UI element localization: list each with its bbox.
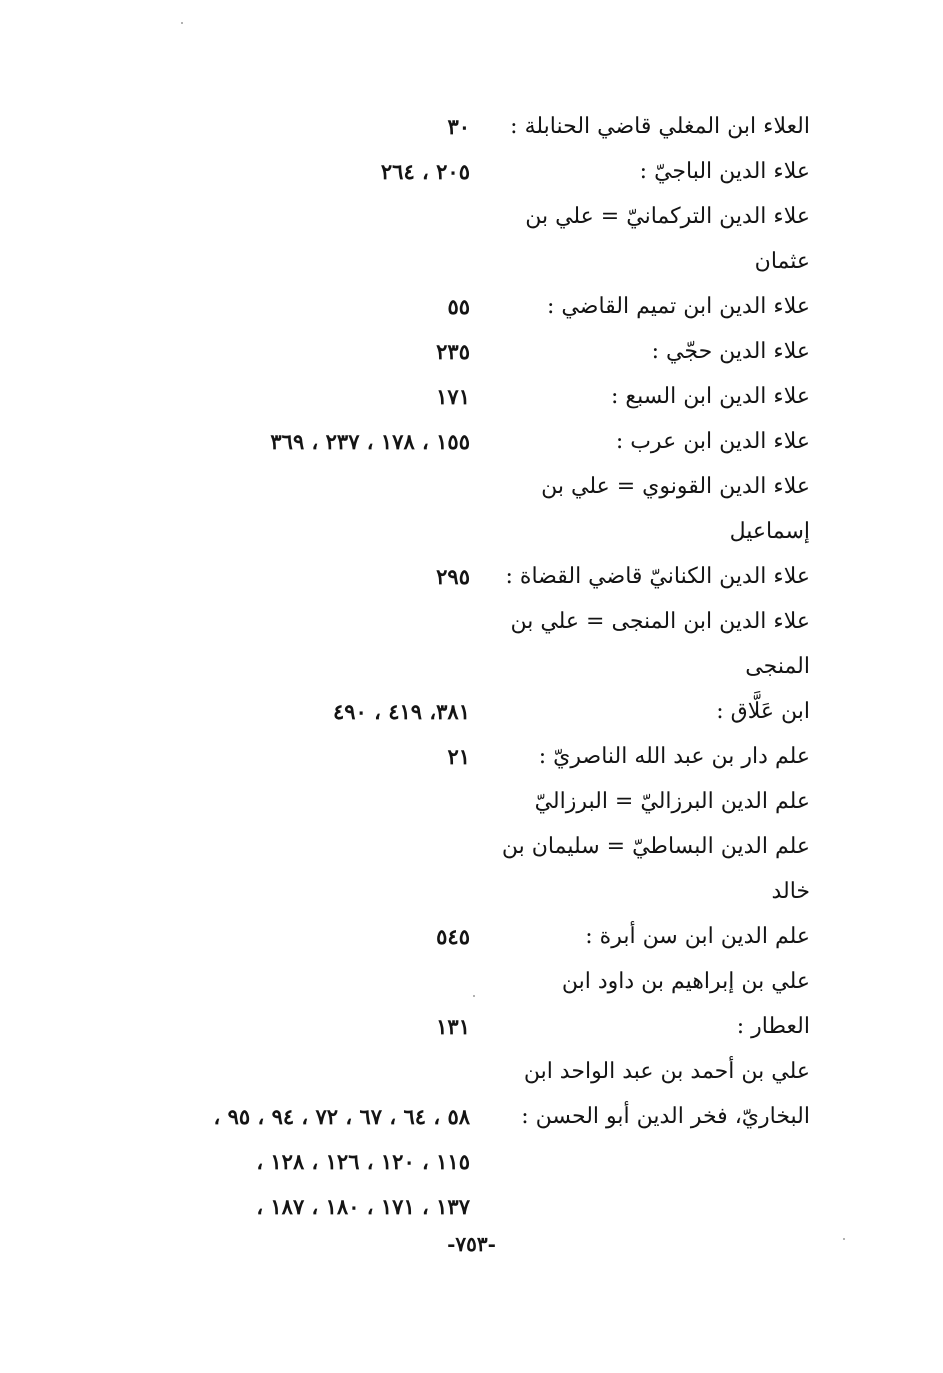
entry-page-references [140, 959, 470, 1049]
entry-name [490, 149, 810, 194]
page-number: -٧٥٣- [447, 1232, 496, 1256]
entry-name-line: علاء الدين القونوي = علي بن [541, 474, 810, 499]
entry-name-line: علم الدين ابن سن أبرة : [585, 924, 810, 949]
entry-name [490, 554, 810, 599]
entry-page-line [140, 1049, 470, 1094]
index-entry [140, 689, 810, 734]
entry-page-references [140, 734, 470, 779]
index-entry [140, 284, 810, 329]
entry-page-line [140, 959, 470, 1004]
entry-page-references [140, 914, 470, 959]
index-entries-list [140, 104, 810, 1229]
entry-name-line: علم الدين البرزاليّ = البرزاليّ [534, 789, 810, 814]
entry-name-line: البخاريّ، فخر الدين أبو الحسن : [521, 1104, 810, 1129]
entry-name-line: علاء الدين حجّي : [651, 339, 810, 364]
entry-page-references [140, 104, 470, 149]
entry-page-line: ٢٠٥ ، ٢٦٤ [380, 159, 470, 184]
entry-page-line: ١٣٧ ، ١٧١ ، ١٨٠ ، ١٨٧ ، [256, 1194, 470, 1219]
index-entry [140, 824, 810, 914]
entry-name [490, 284, 810, 329]
entry-page-line: ٥٨ ، ٦٤ ، ٦٧ ، ٧٢ ، ٩٤ ، ٩٥ ، [213, 1104, 470, 1129]
entry-page-references [140, 554, 470, 599]
entry-name-line: إسماعيل [729, 519, 810, 544]
entry-page-references [140, 149, 470, 194]
entry-page-line: ١٧١ [436, 384, 470, 409]
index-entry [140, 734, 810, 779]
index-entry [140, 374, 810, 419]
entry-name [490, 374, 810, 419]
entry-page-line: ٢٩٥ [436, 564, 470, 589]
entry-name-line: خالد [771, 879, 810, 904]
entry-name [490, 464, 810, 554]
entry-name-line: علم الدين البساطيّ = سليمان بن [501, 834, 810, 859]
entry-name [490, 599, 810, 689]
index-entry [140, 149, 810, 194]
entry-name [490, 914, 810, 959]
entry-name [490, 329, 810, 374]
entry-name [490, 419, 810, 464]
index-entry [140, 959, 810, 1049]
entry-name [490, 104, 810, 149]
scan-speck [843, 1238, 845, 1240]
entry-page-references [140, 689, 470, 734]
index-entry [140, 329, 810, 374]
entry-name-line: عثمان [754, 249, 810, 274]
entry-name [490, 1049, 810, 1139]
entry-name-line: علي بن أحمد بن عبد الواحد ابن [523, 1059, 810, 1084]
entry-name [490, 689, 810, 734]
entry-page-line: ٥٤٥ [436, 924, 470, 949]
entry-page-references [140, 374, 470, 419]
entry-name-line: علم دار بن عبد الله الناصريّ : [538, 744, 810, 769]
entry-page-line: ٢١ [447, 744, 470, 769]
entry-name-line: علاء الدين ابن عرب : [615, 429, 810, 454]
entry-page-line: ١٣١ [436, 1014, 470, 1039]
index-entry [140, 779, 810, 824]
index-entry [140, 554, 810, 599]
index-entry [140, 419, 810, 464]
index-entry [140, 1049, 810, 1229]
entry-name-line: العطار : [736, 1014, 810, 1039]
entry-name-line: علي بن إبراهيم بن داود ابن [561, 969, 810, 994]
entry-page-line: ٣٠ [447, 114, 470, 139]
index-entry [140, 104, 810, 149]
entry-name-line: علاء الدين التركمانيّ = علي بن [525, 204, 810, 229]
entry-name-line: علاء الدين ابن المنجى = علي بن [510, 609, 810, 634]
entry-page-line: ٣٨١، ٤١٩ ، ٤٩٠ [332, 699, 470, 724]
entry-page-line: ١٥٥ ، ١٧٨ ، ٢٣٧ ، ٣٦٩ [270, 429, 470, 454]
scan-speck [473, 995, 475, 997]
entry-name [490, 824, 810, 914]
index-entry [140, 194, 810, 284]
entry-name-line: المنجى [745, 654, 810, 679]
entry-name-line: العلاء ابن المغلي قاضي الحنابلة : [510, 114, 810, 139]
entry-page-references [140, 1049, 470, 1229]
entry-page-references [140, 419, 470, 464]
entry-name [490, 779, 810, 824]
index-entry [140, 914, 810, 959]
entry-page-line: ١١٥ ، ١٢٠ ، ١٢٦ ، ١٢٨ ، [256, 1149, 470, 1174]
entry-name-line: علاء الدين الباجيّ : [639, 159, 810, 184]
entry-page-references [140, 329, 470, 374]
entry-name-line: علاء الدين ابن السبع : [611, 384, 810, 409]
scan-speck [181, 22, 183, 24]
entry-page-line: ٢٣٥ [436, 339, 470, 364]
entry-name [490, 959, 810, 1049]
entry-name [490, 194, 810, 284]
entry-name-line: علاء الدين ابن تميم القاضي : [547, 294, 810, 319]
entry-name-line: علاء الدين الكنانيّ قاضي القضاة : [505, 564, 810, 589]
index-entry [140, 599, 810, 689]
index-entry [140, 464, 810, 554]
entry-page-references [140, 284, 470, 329]
entry-name [490, 734, 810, 779]
entry-page-line: ٥٥ [447, 294, 470, 319]
entry-name-line: ابن عَلَّاق : [716, 699, 810, 724]
